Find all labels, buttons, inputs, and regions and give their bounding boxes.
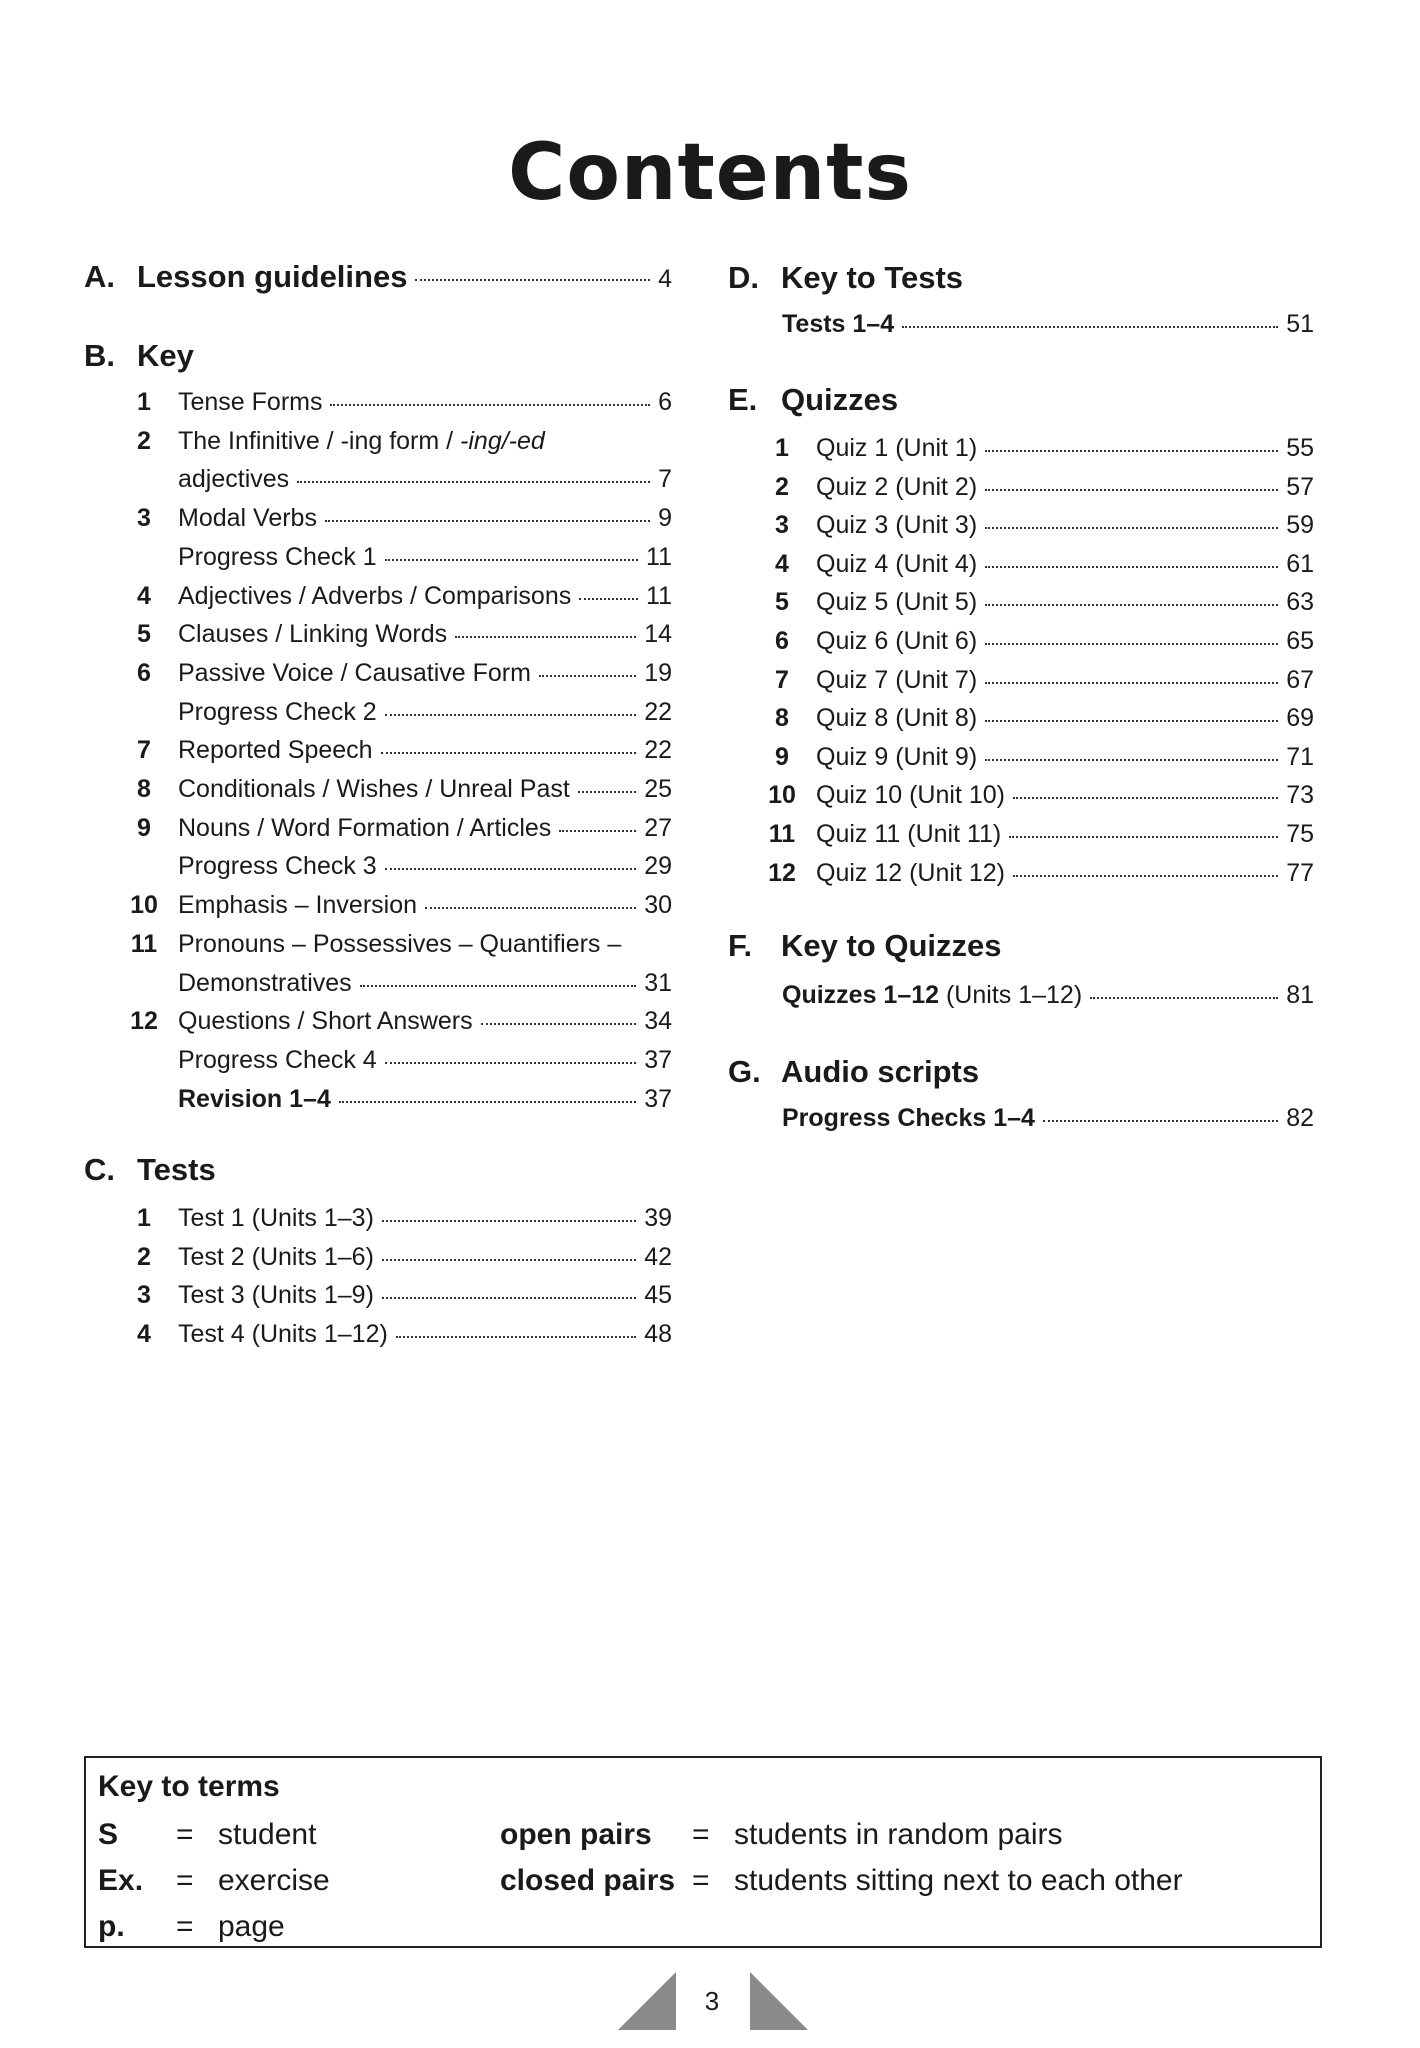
toc-entry[interactable] xyxy=(764,703,1314,733)
section-letter: B. xyxy=(84,338,115,373)
entry-number: 1 xyxy=(137,1204,151,1232)
toc-entry[interactable] xyxy=(126,774,672,804)
section-g-heading xyxy=(728,1054,979,1090)
entry-label: Progress Checks 1–4 xyxy=(782,1104,1035,1132)
page-title: Contents xyxy=(508,128,912,218)
entry-label: Tests 1–4 xyxy=(782,310,895,338)
entry-label: Quiz 4 (Unit 4) xyxy=(816,549,978,578)
leader-dots xyxy=(985,759,1278,761)
entry-label-italic: -ing/-ed xyxy=(460,426,545,455)
entry-number: 7 xyxy=(775,665,789,694)
leader-dots xyxy=(985,604,1278,606)
page-ref: 37 xyxy=(644,1084,672,1113)
term-equals: = xyxy=(176,1864,194,1897)
section-title: Lesson guidelines xyxy=(137,259,408,294)
leader-dots xyxy=(985,643,1278,645)
page-ref: 4 xyxy=(658,265,672,293)
page-ref: 29 xyxy=(644,852,672,881)
entry-label: Emphasis – Inversion xyxy=(178,891,418,920)
page-ref: 14 xyxy=(644,620,672,649)
page-ref: 67 xyxy=(1286,665,1314,694)
entry-number: 12 xyxy=(768,858,796,887)
term-equals: = xyxy=(176,1910,194,1943)
page-corner-right-icon xyxy=(750,1972,808,2030)
page-ref: 31 xyxy=(644,968,672,997)
section-e-heading xyxy=(728,382,898,418)
leader-dots xyxy=(902,326,1278,328)
entry-number: 4 xyxy=(137,1320,151,1349)
toc-entry[interactable] xyxy=(126,890,672,920)
toc-entry[interactable] xyxy=(126,426,672,456)
page-ref: 34 xyxy=(644,1007,672,1036)
leader-dots xyxy=(382,1220,636,1222)
page-ref: 42 xyxy=(644,1242,672,1271)
entry-label: Pronouns – Possessives – Quantifiers – xyxy=(178,929,622,958)
section-letter: G. xyxy=(728,1054,761,1089)
leader-dots xyxy=(1043,1120,1278,1122)
section-c-heading xyxy=(84,1152,216,1188)
leader-dots xyxy=(415,279,650,281)
entry-number: 8 xyxy=(775,704,789,733)
leader-dots xyxy=(579,598,638,600)
section-letter: A. xyxy=(84,259,115,294)
entry-label: Tense Forms xyxy=(178,388,323,416)
page-ref: 73 xyxy=(1286,781,1314,810)
toc-entry-continued[interactable] xyxy=(126,968,672,998)
toc-entry[interactable] xyxy=(764,780,1314,810)
entry-number: 8 xyxy=(137,775,151,803)
toc-entry[interactable] xyxy=(764,510,1314,540)
entry-number: 3 xyxy=(137,1281,151,1310)
section-title: Key to Tests xyxy=(781,260,964,295)
entry-number: 3 xyxy=(775,511,789,540)
page-ref: 81 xyxy=(1286,981,1314,1009)
entry-label-bold: Quizzes 1–12 xyxy=(782,981,940,1009)
page-ref: 6 xyxy=(658,388,672,416)
entry-label: Test 1 (Units 1–3) xyxy=(178,1204,374,1232)
entry-label: Quiz 2 (Unit 2) xyxy=(816,472,978,501)
toc-entry[interactable] xyxy=(764,665,1314,695)
toc-entry[interactable] xyxy=(126,503,672,533)
toc-entry[interactable] xyxy=(126,851,672,881)
page-ref: 30 xyxy=(644,891,672,920)
pair-meaning: students sitting next to each other xyxy=(734,1864,1183,1897)
page-ref: 22 xyxy=(644,736,672,765)
pair-meaning: students in random pairs xyxy=(734,1818,1063,1851)
leader-dots xyxy=(330,404,650,406)
key-to-terms-heading: Key to terms xyxy=(98,1770,280,1803)
toc-entry[interactable] xyxy=(126,1242,672,1272)
toc-entry[interactable] xyxy=(764,858,1314,888)
toc-entry[interactable] xyxy=(126,619,672,649)
entry-number: 6 xyxy=(137,658,151,687)
toc-entry[interactable] xyxy=(126,387,672,417)
entry-label: Passive Voice / Causative Form xyxy=(178,658,531,687)
key-to-quizzes-entry[interactable] xyxy=(782,980,1314,1010)
page-ref: 71 xyxy=(1286,742,1314,771)
leader-dots xyxy=(985,527,1278,529)
leader-dots xyxy=(385,1062,636,1064)
section-a[interactable] xyxy=(84,259,672,294)
leader-dots xyxy=(325,520,650,522)
entry-label: Quiz 1 (Unit 1) xyxy=(816,434,978,462)
leader-dots xyxy=(1013,875,1278,877)
entry-number: 5 xyxy=(137,620,151,649)
page-ref: 22 xyxy=(644,697,672,726)
pair-term: open pairs xyxy=(500,1818,652,1851)
term-abbr: p. xyxy=(98,1910,125,1943)
entry-number: 3 xyxy=(137,504,151,533)
entry-label xyxy=(178,426,545,456)
entry-label: Revision 1–4 xyxy=(178,1084,331,1113)
entry-number: 12 xyxy=(130,1007,158,1036)
entry-label-text: The Infinitive / -ing form / xyxy=(178,426,461,455)
leader-dots xyxy=(985,682,1278,684)
entry-number: 7 xyxy=(137,736,151,765)
leader-dots xyxy=(385,868,636,870)
section-title: Tests xyxy=(137,1152,216,1187)
toc-entry[interactable] xyxy=(764,472,1314,502)
entry-label: Conditionals / Wishes / Unreal Past xyxy=(178,775,570,803)
term-equals: = xyxy=(176,1818,194,1851)
section-letter: D. xyxy=(728,260,759,295)
entry-label: Modal Verbs xyxy=(178,504,317,533)
page-ref: 45 xyxy=(644,1281,672,1310)
term-abbr: S xyxy=(98,1818,119,1851)
toc-entry[interactable] xyxy=(126,1006,672,1036)
term-meaning: exercise xyxy=(218,1864,330,1897)
toc-entry[interactable] xyxy=(126,1280,672,1310)
section-title: Key xyxy=(137,338,194,373)
entry-label: Progress Check 1 xyxy=(178,542,377,571)
leader-dots xyxy=(382,1297,636,1299)
toc-entry[interactable] xyxy=(764,819,1314,849)
entry-label: Quiz 5 (Unit 5) xyxy=(816,588,978,617)
page-ref: 65 xyxy=(1286,627,1314,655)
toc-entry[interactable] xyxy=(126,1084,672,1114)
toc-entry[interactable] xyxy=(126,697,672,727)
audio-scripts-entry[interactable] xyxy=(782,1103,1314,1133)
section-title: Quizzes xyxy=(781,382,899,417)
entry-label: Quiz 9 (Unit 9) xyxy=(816,742,978,771)
pair-equals: = xyxy=(692,1818,710,1851)
entry-label: Progress Check 3 xyxy=(178,852,377,881)
entry-number: 10 xyxy=(768,781,796,810)
entry-number: 2 xyxy=(137,426,151,455)
entry-label: Clauses / Linking Words xyxy=(178,620,448,649)
page-ref: 37 xyxy=(644,1045,672,1074)
entry-label: Quiz 3 (Unit 3) xyxy=(816,511,978,540)
section-letter: F. xyxy=(728,928,753,963)
section-b-heading xyxy=(84,338,194,374)
entry-label: Test 3 (Units 1–9) xyxy=(178,1281,374,1310)
toc-entry[interactable] xyxy=(764,742,1314,772)
entry-number: 1 xyxy=(775,434,789,462)
section-title: Audio scripts xyxy=(781,1054,980,1089)
leader-dots xyxy=(297,481,650,483)
toc-entry[interactable] xyxy=(126,735,672,765)
leader-dots xyxy=(385,714,636,716)
page-ref: 57 xyxy=(1286,472,1314,501)
leader-dots xyxy=(539,675,636,677)
toc-entry[interactable] xyxy=(764,549,1314,579)
leader-dots xyxy=(1013,797,1278,799)
page-ref: 63 xyxy=(1286,588,1314,617)
leader-dots xyxy=(382,1259,636,1261)
entry-number: 9 xyxy=(775,742,789,771)
pair-term: closed pairs xyxy=(500,1864,676,1897)
entry-label: Nouns / Word Formation / Articles xyxy=(178,813,552,842)
section-d-heading xyxy=(728,260,963,296)
entry-label: Quiz 10 (Unit 10) xyxy=(816,781,1005,810)
toc-entry[interactable] xyxy=(126,813,672,843)
entry-label: Quiz 8 (Unit 8) xyxy=(816,704,978,733)
entry-number: 4 xyxy=(775,549,789,578)
toc-entry[interactable] xyxy=(764,626,1314,656)
leader-dots xyxy=(1009,836,1278,838)
leader-dots xyxy=(985,720,1278,722)
section-title: Key to Quizzes xyxy=(781,928,1002,963)
page-ref: 19 xyxy=(644,658,672,687)
entry-label: Adjectives / Adverbs / Comparisons xyxy=(178,581,572,610)
toc-entry[interactable] xyxy=(126,1203,672,1233)
entry-label: Quiz 12 (Unit 12) xyxy=(816,858,1005,887)
leader-dots xyxy=(455,636,636,638)
page-ref: 39 xyxy=(644,1204,672,1232)
page-ref: 48 xyxy=(644,1320,672,1349)
term-meaning: page xyxy=(218,1910,285,1943)
leader-dots xyxy=(985,450,1278,452)
entry-number: 5 xyxy=(775,588,789,617)
page-ref: 55 xyxy=(1286,434,1314,462)
entry-label: Questions / Short Answers xyxy=(178,1007,473,1036)
entry-number: 11 xyxy=(130,929,158,958)
entry-label: Test 2 (Units 1–6) xyxy=(178,1242,374,1271)
page-ref: 25 xyxy=(644,775,672,803)
page-ref: 11 xyxy=(646,581,672,610)
toc-entry[interactable] xyxy=(126,581,672,611)
page-ref: 9 xyxy=(658,504,672,533)
leader-dots xyxy=(425,907,636,909)
entry-label: Quiz 7 (Unit 7) xyxy=(816,665,978,694)
page-ref: 69 xyxy=(1286,704,1314,733)
leader-dots xyxy=(1090,997,1278,999)
pair-equals: = xyxy=(692,1864,710,1897)
entry-number: 2 xyxy=(137,1242,151,1271)
entry-number: 11 xyxy=(768,820,796,848)
toc-entry[interactable] xyxy=(126,1045,672,1075)
entry-label: Progress Check 4 xyxy=(178,1045,377,1074)
page-ref: 75 xyxy=(1286,820,1314,848)
entry-number: 6 xyxy=(775,627,789,655)
page-ref: 27 xyxy=(644,813,672,842)
entry-label: adjectives xyxy=(178,465,290,494)
entry-number: 9 xyxy=(137,813,151,842)
term-abbr: Ex. xyxy=(98,1864,144,1897)
page-ref: 82 xyxy=(1286,1104,1314,1132)
page-number: 3 xyxy=(704,1986,720,2016)
entry-number: 10 xyxy=(130,891,158,920)
key-to-terms-box xyxy=(84,1756,1322,1948)
page-ref: 77 xyxy=(1286,858,1314,887)
entry-number: 2 xyxy=(775,472,789,501)
page-ref: 59 xyxy=(1286,511,1314,540)
section-letter: E. xyxy=(728,382,758,417)
leader-dots xyxy=(385,559,638,561)
key-to-tests-entry[interactable] xyxy=(782,309,1314,339)
toc-entry[interactable] xyxy=(126,929,672,959)
entry-label-rest: (Units 1–12) xyxy=(939,981,1083,1009)
page-ref: 61 xyxy=(1286,549,1314,578)
entry-label: Test 4 (Units 1–12) xyxy=(178,1320,388,1349)
entry-label: Progress Check 2 xyxy=(178,697,377,726)
leader-dots xyxy=(985,566,1278,568)
toc-entry[interactable] xyxy=(764,433,1314,463)
page-corner-left-icon xyxy=(618,1972,676,2030)
toc-entry[interactable] xyxy=(126,542,672,572)
entry-label: Reported Speech xyxy=(178,736,373,765)
leader-dots xyxy=(339,1101,636,1103)
leader-dots xyxy=(360,985,637,987)
entry-label: Quiz 11 (Unit 11) xyxy=(816,820,1002,848)
leader-dots xyxy=(381,752,637,754)
section-f-heading xyxy=(728,928,1002,964)
entry-label xyxy=(782,980,1082,1010)
leader-dots xyxy=(396,1336,636,1338)
toc-entry[interactable] xyxy=(126,658,672,688)
toc-entry-continued[interactable] xyxy=(126,464,672,494)
leader-dots xyxy=(481,1023,637,1025)
page-ref: 51 xyxy=(1286,310,1314,338)
leader-dots xyxy=(985,489,1278,491)
entry-label: Demonstratives xyxy=(178,968,352,997)
entry-label: Quiz 6 (Unit 6) xyxy=(816,627,978,655)
leader-dots xyxy=(578,791,636,793)
page-ref: 11 xyxy=(646,542,672,571)
entry-number: 1 xyxy=(137,388,151,416)
toc-entry[interactable] xyxy=(126,1319,672,1349)
section-letter: C. xyxy=(84,1152,115,1187)
leader-dots xyxy=(559,830,636,832)
term-meaning: student xyxy=(218,1818,317,1851)
entry-number: 4 xyxy=(137,581,151,610)
page-ref: 7 xyxy=(658,465,672,494)
toc-entry[interactable] xyxy=(764,587,1314,617)
